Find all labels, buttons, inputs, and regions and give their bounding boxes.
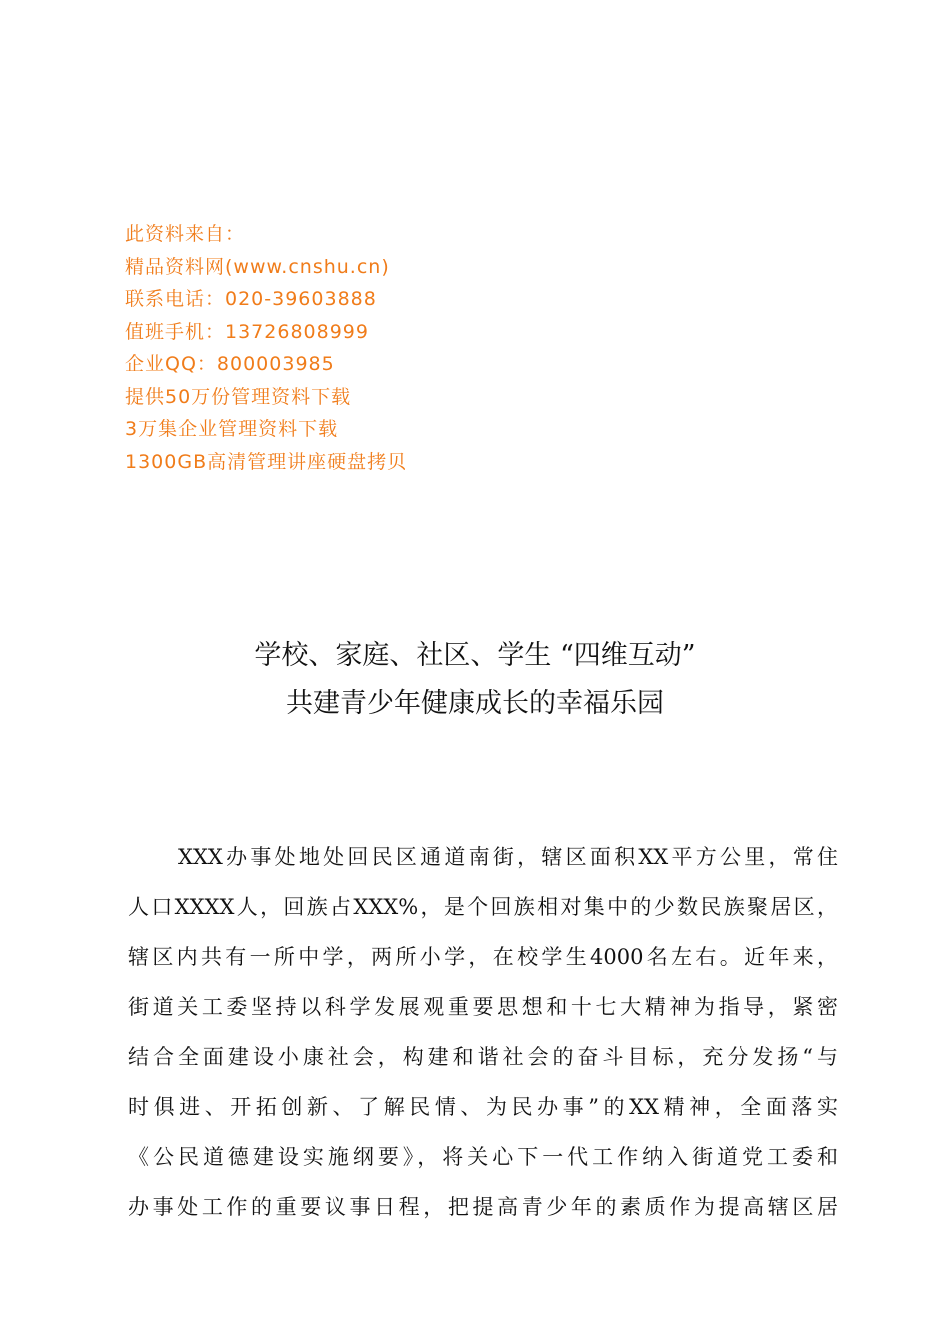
source-offer-2: 3万集企业管理资料下载 xyxy=(125,418,339,440)
title-line-1: 学校、家庭、社区、学生 “四维互动” xyxy=(254,640,696,671)
source-info-block xyxy=(125,218,625,478)
document-title xyxy=(0,632,950,728)
source-phone: 联系电话：020-39603888 xyxy=(125,288,377,310)
source-qq: 企业QQ：800003985 xyxy=(125,353,335,375)
document-body xyxy=(128,832,838,1232)
body-line: 时俱进、开拓创新、了解民情、为民办事”的XX精神，全面落实 xyxy=(128,1095,838,1119)
body-line: 人口XXXX人，回族占XXX%，是个回族相对集中的少数民族聚居区， xyxy=(128,895,838,919)
body-line: 办事处工作的重要议事日程，把提高青少年的素质作为提高辖区居 xyxy=(128,1195,838,1219)
body-line: 辖区内共有一所中学，两所小学，在校学生4000名左右。近年来， xyxy=(128,945,838,969)
source-offer-1: 提供50万份管理资料下载 xyxy=(125,385,352,408)
title-line-2: 共建青少年健康成长的幸福乐园 xyxy=(286,688,664,719)
body-line: XXX办事处地处回民区通道南街，辖区面积XX平方公里，常住 xyxy=(178,845,838,869)
source-offer-3: 1300GB高清管理讲座硬盘拷贝 xyxy=(125,450,408,473)
source-intro: 此资料来自： xyxy=(125,223,246,245)
body-line: 街道关工委坚持以科学发展观重要思想和十七大精神为指导，紧密 xyxy=(128,995,838,1019)
body-line: 结合全面建设小康社会，构建和谐社会的奋斗目标，充分发扬“与 xyxy=(128,1045,838,1069)
source-website: 精品资料网(www.cnshu.cn) xyxy=(125,255,390,278)
source-mobile: 值班手机：13726808999 xyxy=(125,320,369,343)
body-line: 《公民道德建设实施纲要》，将关心下一代工作纳入街道党工委和 xyxy=(128,1145,838,1169)
